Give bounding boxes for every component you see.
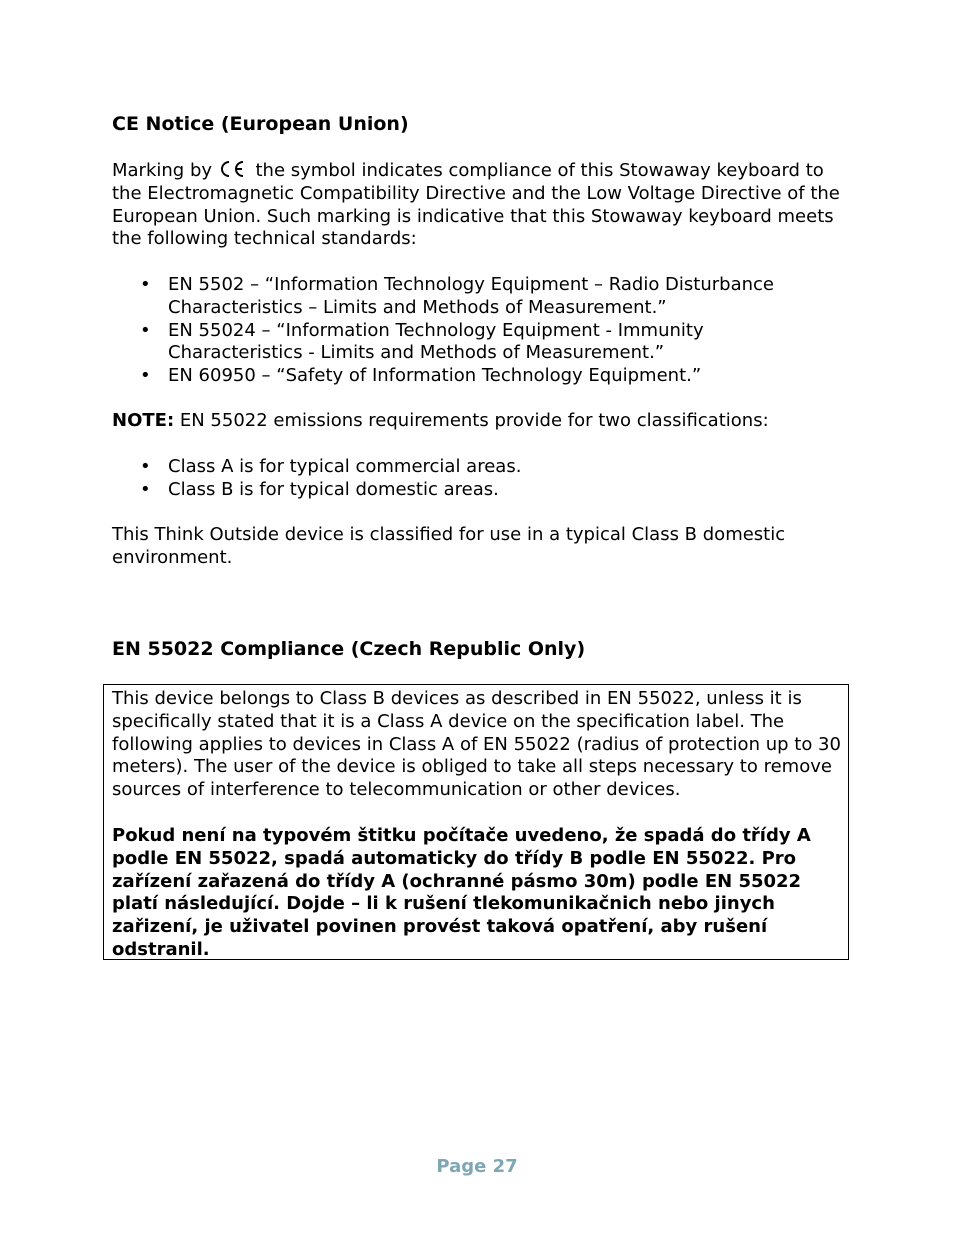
list-item	[112, 456, 842, 479]
ce-intro-rest: to the Electromagnetic Compatibility Directive and the Low Voltage Directive of the European Union. Such marking is indicative that this Stowaway keyboard meets the following technical standards:	[112, 160, 840, 250]
bullet-icon: •	[140, 274, 151, 295]
bullet-icon: •	[140, 319, 151, 341]
list-item	[112, 479, 842, 502]
ce-intro-line1: the symbol indicates compliance of this Stowaway keyboard	[255, 160, 800, 181]
standard-text: EN 55024 – “Information Technology Equipment - Immunity Characteristics - Limits and Methods of Measurement.”	[168, 319, 704, 364]
czech-compliance-box	[103, 684, 849, 960]
ce-mark-icon	[218, 160, 246, 178]
standard-text: EN 5502 – “Information Technology Equipment – Radio Disturbance Characteristics – Limits and Methods of Measurement.”	[168, 274, 774, 318]
czech-compliance-heading: EN 55022 Compliance (Czech Republic Only)	[112, 638, 586, 660]
ce-intro-paragraph	[112, 160, 842, 251]
standards-list	[112, 274, 842, 388]
list-item	[112, 274, 842, 320]
list-item	[112, 365, 842, 388]
note-text: EN 55022 emissions requirements provide for two classifications:	[174, 410, 769, 431]
bullet-icon: •	[140, 456, 151, 477]
classification-paragraph: This Think Outside device is classified for use in a typical Class B domestic environment.	[112, 524, 786, 568]
class-text: Class B is for typical domestic areas.	[168, 478, 499, 500]
note-paragraph	[112, 410, 842, 433]
class-text: Class A is for typical commercial areas.	[168, 456, 522, 477]
list-item	[112, 320, 842, 366]
standard-text: EN 60950 – “Safety of Information Technology Equipment.”	[168, 365, 702, 387]
bullet-icon: •	[140, 478, 151, 500]
classes-list	[112, 456, 842, 502]
note-label: NOTE:	[112, 410, 175, 431]
bullet-icon: •	[140, 365, 151, 387]
ce-intro-prefix: Marking by	[112, 160, 213, 181]
ce-notice-heading: CE Notice (European Union)	[112, 113, 409, 135]
page-number: Page 27	[436, 1156, 518, 1177]
czech-compliance-text: Pokud není na typovém štitku počítače uvedeno, že spadá do třídy A podle EN 55022, spadá automaticky do třídy B podle EN 55022. Pro zařízení zařazená do třídy A (ochranné pásmo 30m) podle EN 55022 platí následující. Dojde – li k rušení tlekomunikačnich nebo jinych zařizení, je uživatel povinen provést taková opatření, aby rušení odstranil.	[112, 825, 811, 960]
english-compliance-text: This device belongs to Class B devices as described in EN 55022, unless it is specifically stated that it is a Class A device on the specification label. The following applies to devices in Class A of EN 55022 (radius of protection up to 30 meters). The user of the device is obliged to take all steps necessary to remove sources of interference to telecommunication or other devices.	[112, 688, 841, 801]
